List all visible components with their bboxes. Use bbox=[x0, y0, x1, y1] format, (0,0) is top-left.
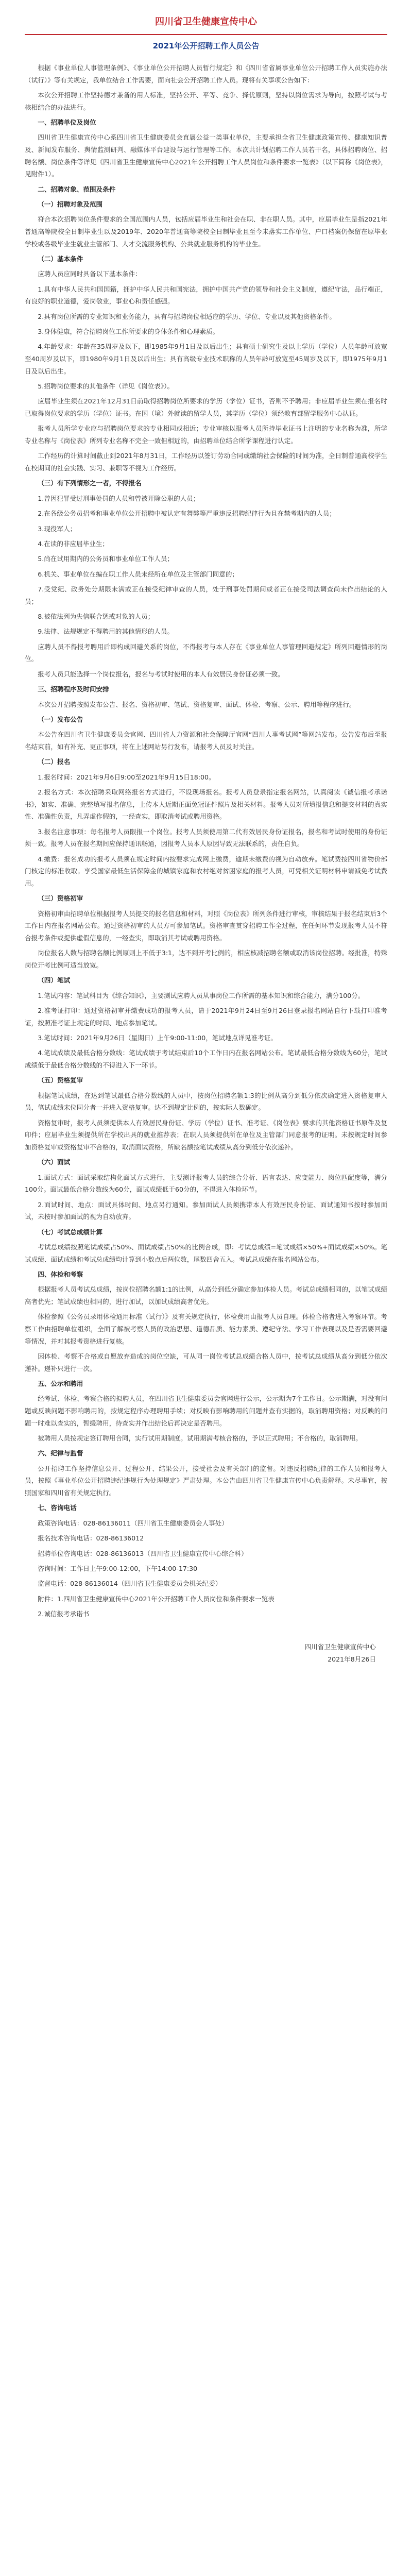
contact-line: 报名技术咨询电话：028-86136012 bbox=[38, 1534, 144, 1543]
contact-line: 咨询时间：工作日上午9:00-12:00，下午14:00-17:30 bbox=[38, 1564, 198, 1572]
paragraph: 应聘人员不得报考聘用后即构成回避关系的岗位，不得报考与本人存在《事业单位人事管理回避规定》所列回避情形的岗位。 bbox=[25, 642, 387, 663]
announcement-body bbox=[25, 62, 387, 1620]
paragraph: 公开招聘工作坚持信息公开、过程公开、结果公开，接受社会及有关部门的监督。对违反招聘纪律的工作人员和报考人员，按照《事业单位公开招聘违纪违规行为处理规定》严肃处理。本公告由四川省卫生健康宣传中心负责解释。未尽事宜，按照国家和四川省有关规定执行。 bbox=[25, 1464, 387, 1497]
subsection-heading: （四）笔试 bbox=[38, 976, 71, 985]
paragraph: 2.准考证打印：通过资格初审并缴费成功的报考人员，请于2021年9月24日至9月26日登录报名网站自行下载打印准考证，按照准考证上规定的时间、地点参加笔试。 bbox=[25, 1007, 387, 1027]
paragraph: 1.具有中华人民共和国国籍，拥护中华人民共和国宪法，拥护中国共产党的领导和社会主义制度，遵纪守法，品行端正，有良好的职业道德，爱岗敬业，事业心和责任感强。 bbox=[25, 285, 387, 306]
paragraph: 岗位报名人数与招聘名额比例原则上不低于3:1，达不到开考比例的，相应核减招聘名额或取消该岗位招聘。经批准，特殊岗位开考比例可适当放宽。 bbox=[25, 949, 387, 969]
subsection-heading: （三）有下列情形之一者，不得报名 bbox=[38, 479, 142, 487]
paragraph: 6.机关、事业单位在编在职工作人员未经所在单位及主管部门同意的； bbox=[38, 570, 239, 578]
paragraph: 本公告在四川省卫生健康委员会官网、四川省人力资源和社会保障厅官网“四川人事考试网”等网站发布。公告发布后至报名结束前，如有补充、更正事项，将在上述网站另行发布，请报考人员及时关注。 bbox=[25, 731, 387, 751]
paragraph: 3.身体健康，符合招聘岗位工作所要求的身体条件和心理素质。 bbox=[38, 328, 219, 336]
section-heading: 二、招聘对象、范围及条件 bbox=[38, 185, 116, 193]
paragraph: 工作经历的计算时间截止到2021年8月31日，工作经历以签订劳动合同或缴纳社会保险的时间为准，全日制普通高校学生在校期间的社会实践、实习、兼职等不视为工作经历。 bbox=[25, 452, 387, 472]
paragraph: 资格复审时，报考人员须提供本人有效居民身份证、学历（学位）证书、准考证、《岗位表》要求的其他资格证书原件及复印件；应届毕业生须提供所在学校出具的就业推荐表；在职人员须提供所在单位及主管部门同意报考的证明。未按规定时间参加资格复审或资格复审不合格的，取消面试资格，所缺名额按笔试成绩从高分到低分依次递补。 bbox=[25, 1118, 387, 1151]
subsection-heading: （六）面试 bbox=[38, 1158, 71, 1166]
paragraph: 体检参照《公务员录用体检通用标准（试行）》及有关规定执行，体检费用由报考人员自理。体检合格者进入考察环节。考察工作由招聘单位组织，全面了解被考察人员的政治思想、道德品质、能力素质、遵纪守法、学习工作表现以及是否需要回避等情况，并对其报考资格进行复核。 bbox=[25, 1313, 387, 1345]
paragraph: 2.面试时间、地点：面试具体时间、地点另行通知。参加面试人员须携带本人有效居民身份证、面试通知书按时参加面试，未按时参加面试的视为自动放弃。 bbox=[25, 1200, 387, 1221]
paragraph: 经考试、体检、考察合格的拟聘人员，在四川省卫生健康委员会官网进行公示，公示期为7个工作日。公示期满，对没有问题或反映问题不影响聘用的，按规定程序办理聘用手续；对反映有影响聘用的问题并查有实据的，取消聘用资格；对反映的问题一时难以查实的，暂缓聘用，待查实并作出结论后再决定是否聘用。 bbox=[25, 1395, 387, 1427]
paragraph: 4.缴费：报名成功的报考人员须在规定时间内按要求完成网上缴费，逾期未缴费的视为自动放弃。笔试费按四川省物价部门核定的标准收取。享受国家最低生活保障金的城镇家庭和农村绝对贫困家庭的报考人员，可凭相关证明材料申请减免考试费用。 bbox=[25, 855, 387, 887]
paragraph: 报考人员只能选择一个岗位报名，报名与考试时使用的本人有效居民身份证必须一致。 bbox=[38, 670, 284, 678]
subsection-heading: （一）招聘对象及范围 bbox=[38, 200, 103, 208]
paragraph: 4.年龄要求：年龄在35周岁及以下，即1985年9月1日及以后出生；具有硕士研究生及以上学历（学位）人员年龄可放宽至40周岁及以下，即1980年9月1日及以后出生；具有高级专业技术职称的人员年龄可放宽至45周岁及以下，即1975年9月1日及以后出生。 bbox=[25, 343, 387, 375]
section-heading: 五、公示和聘用 bbox=[38, 1380, 83, 1388]
paragraph: 2.具有岗位所需的专业知识和业务能力，具有与招聘岗位相适应的学历、学位、专业以及其他资格条件。 bbox=[38, 312, 336, 320]
paragraph: 考试总成绩按照笔试成绩占50%、面试成绩占50%的比例合成，即：考试总成绩=笔试成绩×50%+面试成绩×50%。笔试成绩、面试成绩和考试总成绩均计算到小数点后两位数，尾数四舍五入。考试总成绩在报名网站公布。 bbox=[25, 1243, 387, 1263]
contact-line: 附件：1.四川省卫生健康宣传中心2021年公开招聘工作人员岗位和条件要求一览表 bbox=[38, 1595, 274, 1603]
paragraph: 符合本次招聘岗位条件要求的全国范围内人员，包括应届毕业生和社会在职、非在职人员。其中，应届毕业生是指2021年普通高等院校全日制毕业生以及2019年、2020年普通高等院校全日制毕业且至今未落实工作单位、户口档案仍保留在原毕业学校或各级毕业生就业主管部门、人才交流服务机构、公共就业服务机构的毕业生。 bbox=[25, 215, 387, 248]
paragraph: 2.在各级公务员招考和事业单位公开招聘中被认定有舞弊等严重违反招聘纪律行为且在禁考期内的人员； bbox=[38, 510, 336, 518]
paragraph: 7.受党纪、政务处分期限未满或正在接受纪律审查的人员，处于刑事处罚期间或者正在接受司法调查尚未作出结论的人员； bbox=[25, 585, 387, 605]
organization-title: 四川省卫生健康宣传中心 bbox=[155, 16, 257, 27]
paragraph: 根据笔试成绩，在达到笔试最低合格分数线的人员中，按岗位招聘名额1:3的比例从高分到低分依次确定进入资格复审人员，笔试成绩末位同分者一并进入资格复审。达不到规定比例的，按实际人数确定。 bbox=[25, 1091, 387, 1112]
paragraph: 被聘用人员按规定签订聘用合同，实行试用期制度。试用期满考核合格的，予以正式聘用；不合格的，取消聘用。 bbox=[38, 1434, 362, 1442]
paragraph: 4.笔试成绩及最低合格分数线：笔试成绩于考试结束后10个工作日内在报名网站公布。笔试最低合格分数线为60分，笔试成绩低于最低合格分数线的不得进入下一环节。 bbox=[25, 1049, 387, 1070]
subsection-heading: （二）报名 bbox=[38, 758, 71, 766]
announcement-title: 2021年公开招聘工作人员公告 bbox=[152, 41, 260, 50]
section-heading: 四、体检和考察 bbox=[38, 1270, 83, 1279]
document-header bbox=[25, 15, 387, 52]
paragraph: 3.笔试时间：2021年9月26日（星期日）上午9:00-11:00，笔试地点详见准考证。 bbox=[38, 1034, 277, 1042]
paragraph: 1.报名时间：2021年9月6日9:00至2021年9月15日18:00。 bbox=[38, 773, 215, 781]
signature-organization: 四川省卫生健康宣传中心 bbox=[304, 1643, 376, 1651]
subsection-heading: （一）发布公告 bbox=[38, 716, 83, 724]
paragraph: 四川省卫生健康宣传中心系四川省卫生健康委员会直属公益一类事业单位，主要承担全省卫生健康政策宣传、健康知识普及、新闻发布服务、舆情监测研判、融媒体平台建设与运行管理等工作。本次共计划招聘工作人员若干名，具体招聘岗位、招聘名额、岗位条件等详见《四川省卫生健康宣传中心2021年公开招聘工作人员岗位和条件要求一览表》（以下简称《岗位表》，见附件1）。 bbox=[25, 133, 387, 178]
signature-date: 2021年8月26日 bbox=[328, 1655, 376, 1663]
contact-line: 招聘单位咨询电话：028-86136013（四川省卫生健康宣传中心综合科） bbox=[38, 1549, 248, 1557]
paragraph: 9.法律、法规规定不得聘用的其他情形的人员。 bbox=[38, 628, 174, 636]
paragraph: 资格初审由招聘单位根据报考人员提交的报名信息和材料，对照《岗位表》所列条件进行审核，审核结果于报名结束后3个工作日内在报名网站公布。通过资格初审的人员方可参加笔试。资格审查贯穿招聘工作全过程，在任何环节发现报考人员不符合报考条件或提供虚假信息的，一经查实，即取消其考试或聘用资格。 bbox=[25, 909, 387, 942]
intro-paragraph: 根据《事业单位人事管理条例》、《事业单位公开招聘人员暂行规定》和《四川省省属事业单位公开招聘工作人员实施办法（试行）》等有关规定，我单位结合工作需要，面向社会公开招聘工作人员。现将有关事项公告如下： bbox=[25, 64, 387, 84]
header-divider bbox=[25, 34, 387, 35]
subsection-heading: （七）考试总成绩计算 bbox=[38, 1228, 103, 1236]
paragraph: 3.现役军人； bbox=[38, 524, 77, 533]
section-heading: 一、招聘单位及岗位 bbox=[38, 118, 96, 126]
contact-line: 2.诚信报考承诺书 bbox=[38, 1610, 90, 1618]
intro-paragraph: 本次公开招聘工作坚持德才兼备的用人标准，坚持公开、平等、竞争、择优原则，坚持以岗位需求为导向，按照考试与考核相结合的办法进行。 bbox=[25, 91, 387, 111]
subsection-heading: （二）基本条件 bbox=[38, 255, 83, 263]
paragraph: 因体检、考察不合格或自愿放弃造成的岗位空缺，可从同一岗位考试总成绩合格人员中，按考试总成绩从高分到低分依次递补。递补只进行一次。 bbox=[25, 1352, 387, 1372]
paragraph: 1.曾因犯罪受过刑事处罚的人员和曾被开除公职的人员； bbox=[38, 494, 200, 502]
paragraph: 2.报名方式：本次招聘采取网络报名方式进行，不设现场报名。报考人员登录指定报名网站，认真阅读《诚信报考承诺书》，如实、准确、完整填写报名信息，上传本人近期正面免冠证件照片及相关材料。报考人员对所填报信息和提交材料的真实性、准确性负责，凡弄虚作假的，一经查实，即取消考试或聘用资格。 bbox=[25, 788, 387, 821]
paragraph: 根据报考人员考试总成绩，按岗位招聘名额1:1的比例，从高分到低分确定参加体检人员。考试总成绩相同的，以笔试成绩高者优先；笔试成绩也相同的，进行加试，以加试成绩高者优先。 bbox=[25, 1285, 387, 1306]
paragraph: 1.面试方式：面试采取结构化面试方式进行，主要测评报考人员的综合分析、语言表达、应变能力、岗位匹配度等，满分100分。面试最低合格分数线为60分，面试成绩低于60分的，不得进入体检环节。 bbox=[25, 1173, 387, 1194]
signature-block bbox=[304, 1641, 376, 1666]
subsection-heading: （三）资格初审 bbox=[38, 894, 83, 903]
paragraph: 4.在读的非应届毕业生； bbox=[38, 539, 109, 548]
paragraph: 报考人员所学专业应与招聘岗位要求的专业相同或相近；专业审核以报考人员所持毕业证书上注明的专业名称为准，所学专业名称与《岗位表》所列专业名称不完全一致但相近的，由招聘单位结合所学课程进行认定。 bbox=[25, 425, 387, 445]
contact-line: 政策咨询电话：028-86136011（四川省卫生健康委员会人事处） bbox=[38, 1519, 228, 1527]
contact-line: 监督电话：028-86136014（四川省卫生健康委员会机关纪委） bbox=[38, 1580, 222, 1588]
subsection-heading: （五）资格复审 bbox=[38, 1076, 83, 1084]
paragraph: 1.笔试内容：笔试科目为《综合知识》，主要测试应聘人员从事岗位工作所需的基本知识和综合能力，满分100分。 bbox=[38, 991, 365, 999]
paragraph: 本次公开招聘按照发布公告、报名、资格初审、笔试、资格复审、面试、体检、考察、公示、聘用等程序进行。 bbox=[38, 700, 356, 708]
paragraph: 应聘人员应同时具备以下基本条件： bbox=[38, 270, 142, 278]
contacts-heading: 七、咨询电话 bbox=[38, 1504, 77, 1512]
paragraph: 5.招聘岗位要求的其他条件（详见《岗位表》）。 bbox=[38, 382, 174, 391]
section-heading: 三、招聘程序及时间安排 bbox=[38, 685, 109, 693]
paragraph: 应届毕业生须在2021年12月31日前取得招聘岗位所要求的学历（学位）证书，否则不予聘用；非应届毕业生须在报名时已取得岗位要求的学历（学位）证书。在国（境）外就读的留学人员，其学历（学位）须经教育部留学服务中心认证。 bbox=[25, 397, 387, 417]
paragraph: 5.尚在试用期内的公务员和事业单位工作人员； bbox=[38, 555, 174, 563]
paragraph: 3.报名注意事项：每名报考人员限报一个岗位。报考人员须使用第二代有效居民身份证报名，报名和考试时使用的身份证须一致。报考人员在报名期间应保持通讯畅通，因报考人员本人原因导致无法联系的，责任自负。 bbox=[25, 827, 387, 848]
section-heading: 六、纪律与监督 bbox=[38, 1449, 83, 1458]
paragraph: 8.被依法列为失信联合惩戒对象的人员； bbox=[38, 613, 154, 621]
